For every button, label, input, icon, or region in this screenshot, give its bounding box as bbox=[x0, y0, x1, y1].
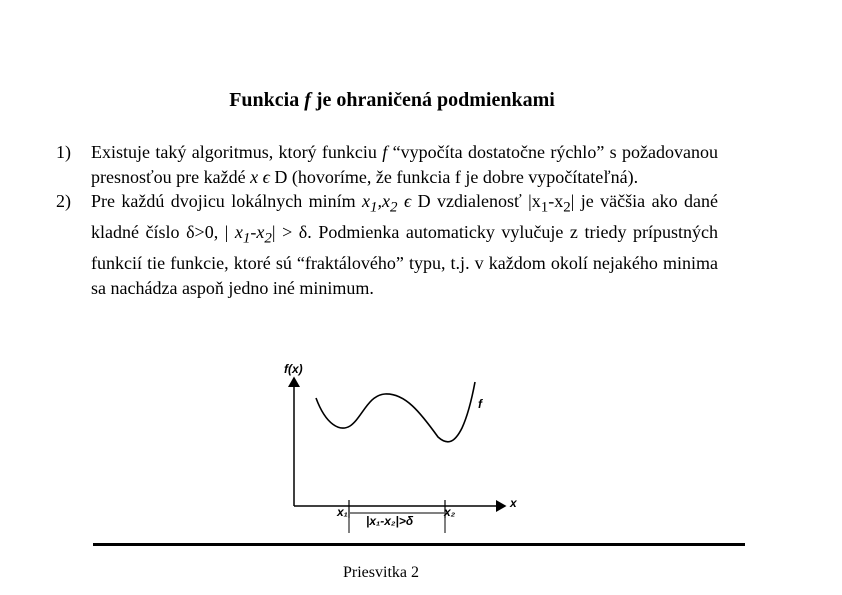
distance-label: |x₁-x₂|>δ bbox=[366, 514, 414, 528]
condition-number: 1) bbox=[56, 142, 71, 162]
y-axis-label: f(x) bbox=[284, 362, 303, 376]
min2-label: x₂ bbox=[444, 505, 456, 519]
condition-1: 1) Existuje taký algoritmus, ktorý funkciu f “vypočíta dostatočne rýchlo” s požadovanou presnosťou pre každé x ϵ D (hovoríme, že funkcia f je dobre vypočítateľná). bbox=[56, 142, 719, 187]
slide-title: Funkcia f je ohraničená podmienkami bbox=[229, 89, 555, 111]
curve-label: f bbox=[478, 397, 482, 411]
slide-footer: Priesvitka 2 bbox=[343, 564, 419, 581]
footer-rule bbox=[93, 543, 745, 546]
condition-number: 2) bbox=[56, 191, 71, 211]
function-curve bbox=[316, 382, 475, 442]
condition-2: 2) Pre každú dvojicu lokálnych miním $x_1,x_2$ ϵ D vzdialenosť $|x_1-x_2|$ je väčšia ako dané kladné číslo δ>0, | $x_1-x_2| > \delta$. Podmienka automaticky vylučuje z triedy prípustných funkcií tie funkcie, ktoré sú “fraktálového” typu, t.j. v každom okolí nejakého minima sa nachádza aspoň jedno iné minimum. bbox=[56, 191, 718, 298]
min1-label: x₁ bbox=[337, 505, 348, 519]
x-axis-label: x bbox=[510, 496, 517, 510]
